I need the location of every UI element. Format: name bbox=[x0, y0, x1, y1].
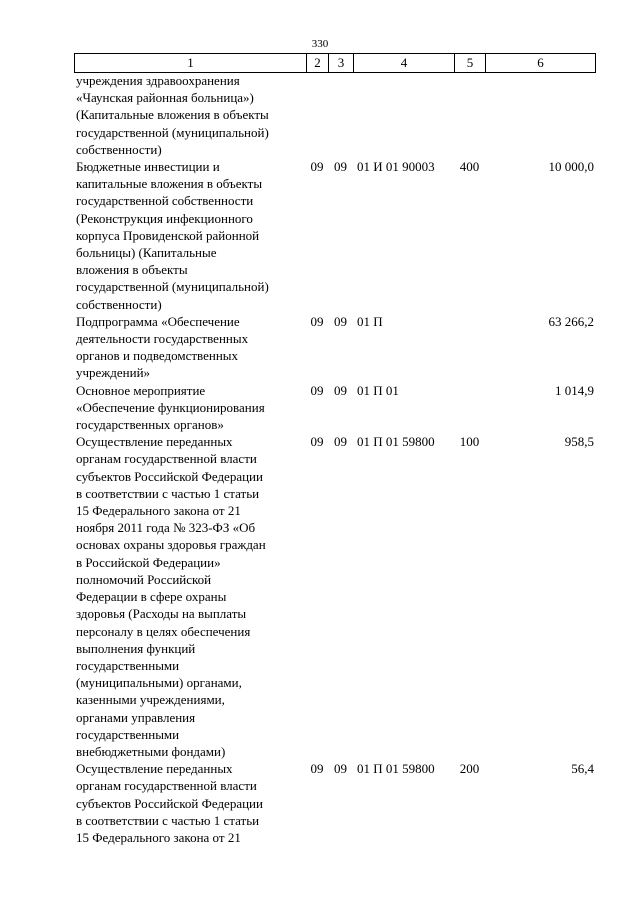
table-body bbox=[74, 72, 595, 846]
row-name: Основное мероприятие «Обеспечение функционирования государственных органов» bbox=[76, 382, 265, 433]
header-col-5: 5 bbox=[455, 54, 486, 72]
row-subsection bbox=[328, 72, 353, 158]
row-target-code: 01 П 01 59800 bbox=[357, 761, 435, 777]
row-name: Подпрограмма «Обеспечение деятельности государственных органов и подведомственных учреждений» bbox=[76, 313, 249, 381]
row-name: Осуществление переданных органам государственной власти субъектов Российской Федерации в соответствии с частью 1 статьи 15 Федерального закона от 21 bbox=[76, 761, 263, 845]
row-subsection: 09 bbox=[334, 313, 347, 329]
row-expense-type bbox=[454, 313, 485, 382]
row-amount bbox=[485, 72, 595, 158]
row-expense-type: 400 bbox=[459, 159, 480, 175]
row-section: 09 bbox=[310, 313, 324, 329]
table-row bbox=[74, 313, 595, 382]
row-expense-type: 200 bbox=[459, 761, 480, 777]
row-section: 09 bbox=[310, 159, 324, 175]
header-col-2: 2 bbox=[307, 54, 329, 72]
row-name: Осуществление переданных органам государственной власти субъектов Российской Федерации в соответствии с частью 1 статьи 15 Федерального закона от 21 ноября 2011 года № 323-ФЗ «Об основах охраны здоровья граждан в Российской Федерации» полномочий Российской Федерации в сфере охраны здоровья (Расходы на выплаты персоналу в целях обеспечения выполнения функций государственными (муниципальными) органами, казенными учреждениями, органами управления государственными внебюджетными фондами) bbox=[76, 434, 266, 759]
row-amount: 958,5 bbox=[564, 434, 594, 450]
table-row bbox=[74, 433, 595, 760]
row-subsection: 09 bbox=[334, 159, 347, 175]
row-expense-type bbox=[454, 72, 485, 158]
header-col-1: 1 bbox=[75, 54, 307, 72]
row-subsection: 09 bbox=[334, 434, 347, 450]
row-expense-type bbox=[454, 382, 485, 434]
row-amount: 63 266,2 bbox=[548, 313, 594, 329]
row-section: 09 bbox=[310, 434, 324, 450]
row-amount: 56,4 bbox=[571, 761, 594, 777]
header-col-3: 3 bbox=[329, 54, 354, 72]
row-target-code: 01 П bbox=[357, 313, 383, 329]
row-expense-type: 100 bbox=[459, 434, 480, 450]
page-number: 330 bbox=[311, 38, 329, 50]
header-col-4: 4 bbox=[354, 54, 455, 72]
row-subsection: 09 bbox=[334, 382, 347, 398]
row-target-code bbox=[353, 72, 454, 158]
row-section: 09 bbox=[310, 761, 324, 777]
row-amount: 10 000,0 bbox=[548, 159, 594, 175]
table-row bbox=[74, 760, 595, 846]
row-name: учреждения здравоохранения «Чаунская районная больница») (Капитальные вложения в объекты государственной (муниципальной) собственности) bbox=[76, 73, 269, 157]
row-section: 09 bbox=[310, 382, 324, 398]
row-name: Бюджетные инвестиции и капитальные вложения в объекты государственной собственности (Реконструкция инфекционного корпуса Провиденской районной больницы) (Капитальные вложения в объекты государственной (муниципальной) собственности) bbox=[76, 159, 269, 312]
row-section bbox=[306, 72, 328, 158]
table-row bbox=[74, 158, 595, 313]
row-amount: 1 014,9 bbox=[555, 382, 594, 398]
table-header bbox=[74, 53, 596, 73]
table-row bbox=[74, 72, 595, 158]
header-col-6: 6 bbox=[486, 54, 596, 72]
row-subsection: 09 bbox=[334, 761, 347, 777]
table-row bbox=[74, 382, 595, 434]
row-target-code: 01 П 01 bbox=[357, 382, 399, 398]
row-target-code: 01 П 01 59800 bbox=[357, 434, 435, 450]
row-target-code: 01 И 01 90003 bbox=[357, 159, 435, 175]
